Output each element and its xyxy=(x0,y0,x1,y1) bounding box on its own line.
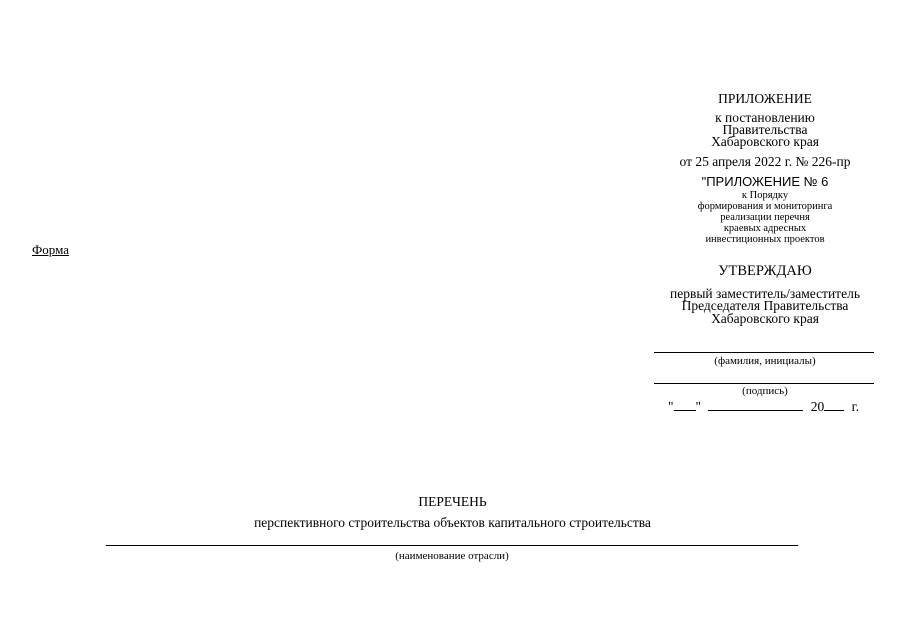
position-line-2: Председателя Правительства xyxy=(681,298,849,313)
name-underline xyxy=(654,352,874,353)
decree-line-2: Правительства xyxy=(722,122,808,137)
appendix-title: ПРИЛОЖЕНИЕ xyxy=(718,91,812,106)
procedure-line-4: краевых адресных xyxy=(723,223,807,234)
date-open-quote: " xyxy=(668,399,674,414)
branch-underline xyxy=(106,545,798,546)
appendix6-title: "ПРИЛОЖЕНИЕ № 6 xyxy=(701,174,829,189)
appendix-header xyxy=(640,0,890,640)
signature-underline xyxy=(654,383,874,384)
procedure-line-2: формирования и мониторинга xyxy=(697,201,833,212)
decree-line-3: Хабаровского края xyxy=(711,134,819,149)
date-year-blank xyxy=(824,398,844,411)
form-label: Форма xyxy=(32,242,69,257)
date-year-suffix: г. xyxy=(851,399,860,414)
position-line-3: Хабаровского края xyxy=(711,311,819,326)
signature-caption: (подпись) xyxy=(742,385,788,397)
decree-date: от 25 апреля 2022 г. № 226-пр xyxy=(679,154,851,169)
document-title: ПЕРЕЧЕНЬ xyxy=(418,494,487,509)
branch-caption: (наименование отрасли) xyxy=(395,550,509,562)
document-subtitle: перспективного строительства объектов капитального строительства xyxy=(254,515,651,530)
date-year-prefix: 20 xyxy=(810,399,825,414)
name-caption: (фамилия, инициалы) xyxy=(714,355,816,367)
date-month-blank xyxy=(708,398,803,411)
approval-date-line xyxy=(668,398,859,415)
procedure-line-1: к Порядку xyxy=(741,190,789,201)
procedure-line-5: инвестиционных проектов xyxy=(705,234,825,245)
position-line-1: первый заместитель/заместитель xyxy=(670,286,860,301)
approve-heading: УТВЕРЖДАЮ xyxy=(718,263,812,279)
date-close-quote: " xyxy=(695,399,702,414)
procedure-line-3: реализации перечня xyxy=(720,212,810,223)
decree-line-1: к постановлению xyxy=(715,110,815,125)
date-day-blank xyxy=(674,398,696,411)
